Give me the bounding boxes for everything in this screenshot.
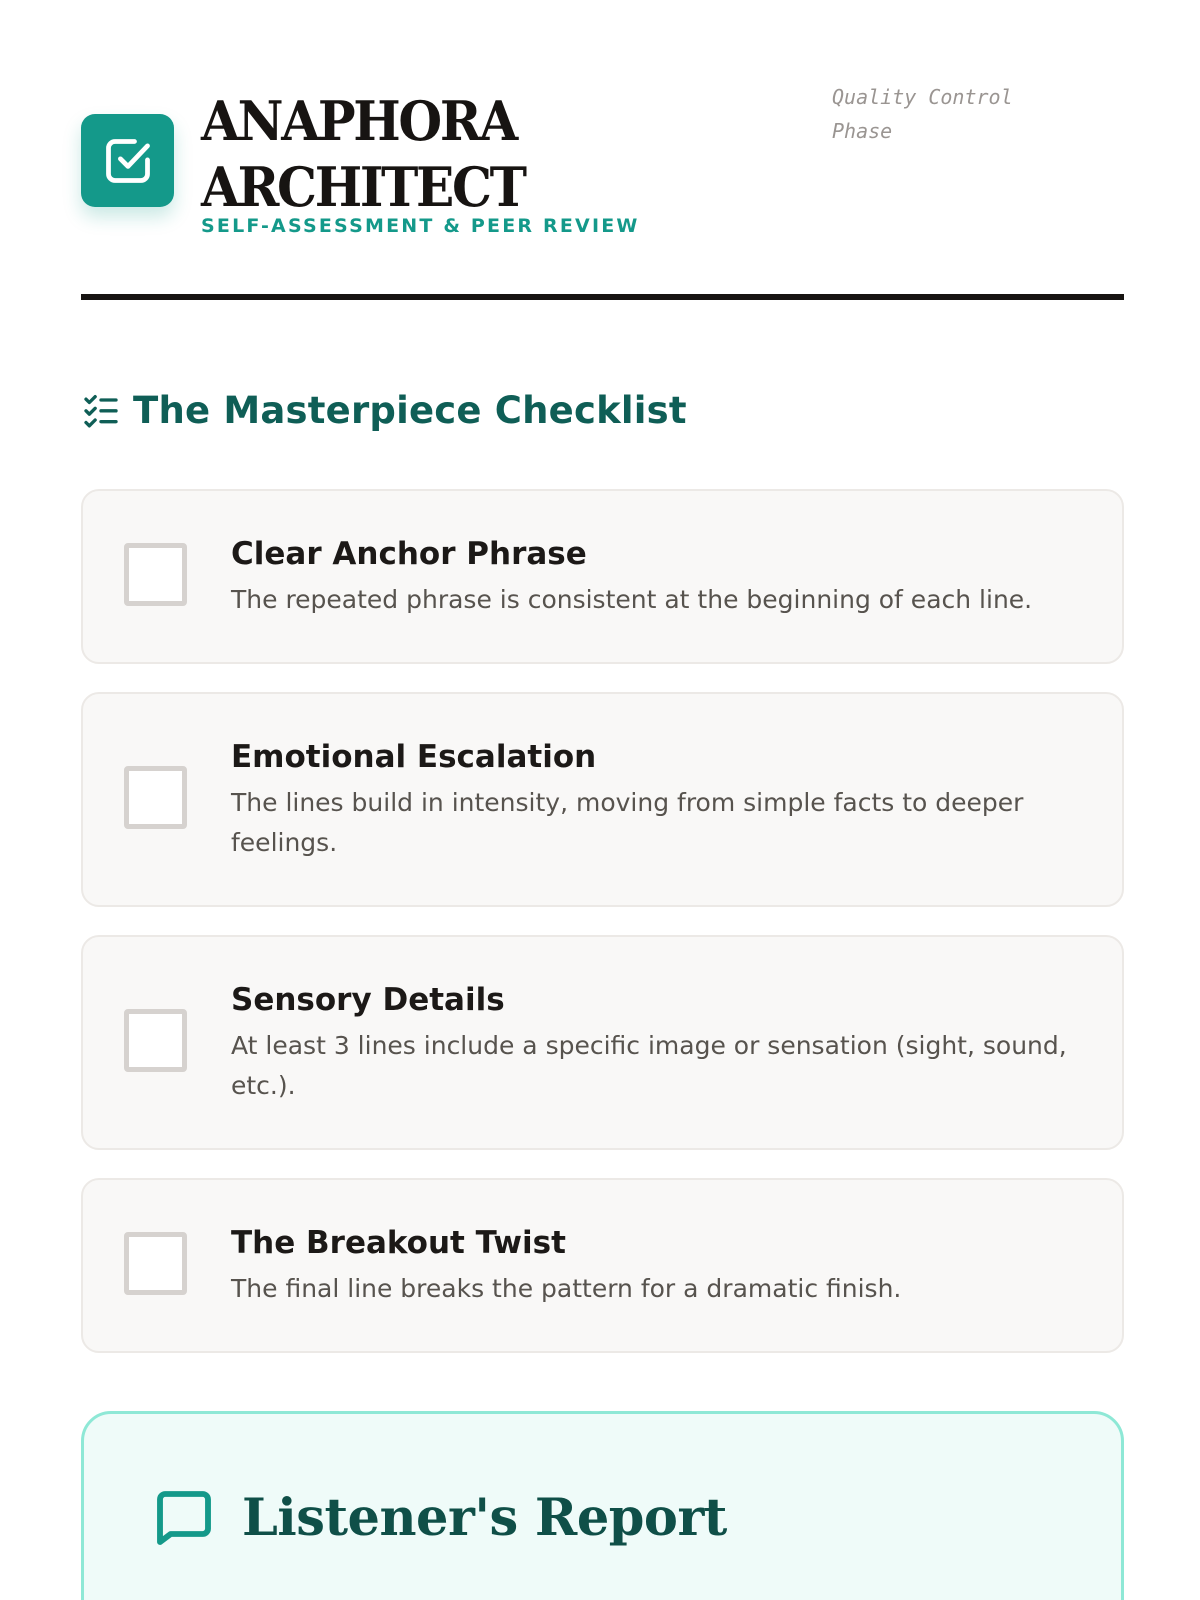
checklist-item-description: At least 3 lines include a specific image or sensation (sight, sound, etc.). [231, 1031, 1067, 1100]
checklist-header [81, 380, 687, 440]
checklist-item-description: The repeated phrase is consistent at the beginning of each line. [231, 585, 1033, 614]
phase-label [832, 80, 1072, 148]
phase-label-line2: Phase [832, 119, 893, 143]
checklist-item-description: The final line breaks the pattern for a dramatic finish. [231, 1274, 902, 1303]
phase-label-line1: Quality Control [832, 85, 1013, 109]
listeners-report-panel [81, 1411, 1124, 1600]
checklist-item-emotional-escalation[interactable] [81, 692, 1124, 907]
checklist-item-title: The Breakout Twist [231, 1225, 566, 1261]
app-title-line1: ANAPHORA [201, 89, 516, 153]
speech-bubble-icon [152, 1486, 216, 1550]
checklist-item-title: Sensory Details [231, 982, 505, 1018]
checklist-title: The Masterpiece Checklist [133, 388, 687, 432]
checklist-item-description: The lines build in intensity, moving from simple facts to deeper feelings. [231, 788, 1024, 857]
listeners-report-title: Listener's Report [242, 1488, 727, 1548]
checkbox[interactable] [124, 1009, 187, 1072]
app-title [201, 88, 525, 220]
checkbox[interactable] [124, 543, 187, 606]
app-subtitle: SELF-ASSESSMENT & PEER REVIEW [201, 215, 640, 237]
checklist-item-sensory-details[interactable] [81, 935, 1124, 1150]
checklist-item-breakout-twist[interactable] [81, 1178, 1124, 1353]
checkbox[interactable] [124, 766, 187, 829]
list-check-icon [81, 390, 121, 430]
checklist-item-clear-anchor-phrase[interactable] [81, 489, 1124, 664]
checkbox-square-icon [102, 135, 154, 187]
app-title-line2: ARCHITECT [201, 155, 525, 219]
checklist-item-title: Emotional Escalation [231, 739, 597, 775]
checkbox[interactable] [124, 1232, 187, 1295]
page-header [81, 80, 1121, 300]
app-logo [81, 114, 174, 207]
header-divider [81, 294, 1124, 300]
checklist [81, 489, 1124, 1381]
listeners-report-header [152, 1486, 727, 1550]
checklist-item-title: Clear Anchor Phrase [231, 536, 587, 572]
